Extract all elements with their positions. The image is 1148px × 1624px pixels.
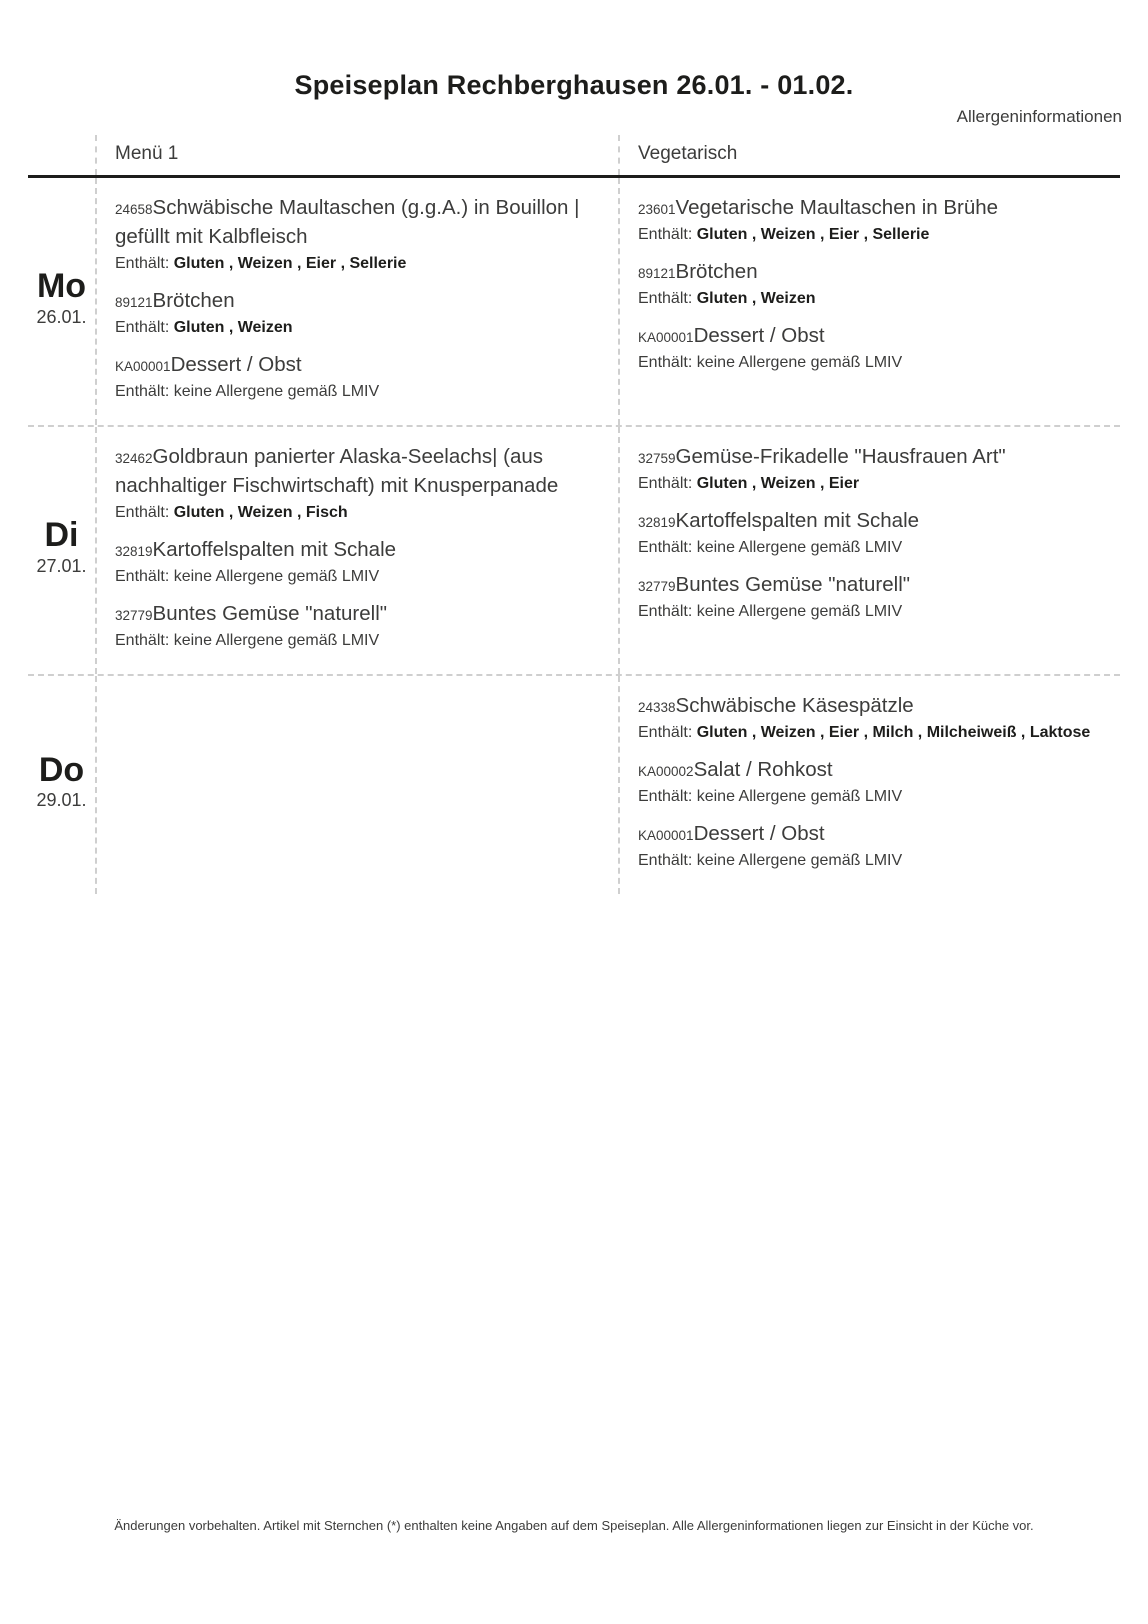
day-column-header [28, 135, 95, 175]
page-title: Speiseplan Rechberghausen 26.01. - 01.02. [294, 70, 854, 100]
item-allergens: Enthält: keine Allergene gemäß LMIV [115, 568, 380, 585]
menu-item [638, 322, 1096, 373]
item-number: 32462 [115, 451, 153, 466]
table-header-row [28, 135, 1120, 178]
day-abbrev: Mo [36, 267, 87, 306]
item-name: Vegetarische Maultaschen in Brühe [675, 196, 999, 219]
menu-item [638, 507, 1096, 558]
item-name: Schwäbische Käsespätzle [675, 694, 914, 717]
table-row [28, 178, 1120, 425]
item-name: Buntes Gemüse "naturell" [675, 573, 911, 596]
table-row [28, 425, 1120, 674]
column-header-vegetarisch: Vegetarisch [618, 135, 1120, 175]
table-row [28, 674, 1120, 894]
item-number: 32779 [115, 608, 153, 623]
day-abbrev: Di [44, 516, 79, 555]
item-number: 32759 [638, 451, 676, 466]
item-name: Kartoffelspalten mit Schale [675, 509, 920, 532]
item-name: Schwäbische Maultaschen (g.g.A.) in Bouillon | gefüllt mit Kalbfleisch [115, 196, 580, 248]
menu-item [115, 194, 594, 274]
item-name: Dessert / Obst [693, 324, 825, 347]
item-allergens: Enthält: Gluten , Weizen [638, 290, 816, 307]
menu-item [638, 194, 1096, 245]
item-number: 24338 [638, 700, 676, 715]
item-name: Goldbraun panierter Alaska-Seelachs| (aus nachhaltiger Fischwirtschaft) mit Knusperpanade [115, 445, 559, 497]
menu-cell-monday-menu1 [95, 178, 618, 425]
item-name: Buntes Gemüse "naturell" [152, 602, 388, 625]
menu-cell-tuesday-menu1 [95, 427, 618, 674]
menu-cell-thursday-menu1-empty [95, 676, 618, 894]
menu-item [638, 756, 1096, 807]
menu-item [115, 443, 594, 523]
item-allergens: Enthält: Gluten , Weizen , Fisch [115, 504, 348, 521]
item-number: 32819 [115, 544, 153, 559]
item-allergens: Enthält: keine Allergene gemäß LMIV [638, 788, 903, 805]
menu-cell-tuesday-vegetarisch [618, 427, 1120, 674]
item-name: Dessert / Obst [170, 353, 302, 376]
item-allergens: Enthält: keine Allergene gemäß LMIV [638, 603, 903, 620]
item-allergens: Enthält: Gluten , Weizen , Eier , Sellerie [115, 255, 407, 272]
item-number: 32819 [638, 515, 676, 530]
menu-cell-monday-vegetarisch [618, 178, 1120, 425]
item-allergens: Enthält: Gluten , Weizen , Eier [638, 475, 860, 492]
item-name: Salat / Rohkost [693, 758, 833, 781]
day-cell-thursday [28, 676, 95, 894]
item-number: 89121 [638, 266, 676, 281]
item-allergens: Enthält: keine Allergene gemäß LMIV [115, 632, 380, 649]
footer-disclaimer: Änderungen vorbehalten. Artikel mit Sternchen (*) enthalten keine Angaben auf dem Speiseplan. Alle Allergeninformationen liegen zur Einsicht in der Küche vor. [114, 1518, 1034, 1533]
item-number: 24658 [115, 202, 153, 217]
item-allergens: Enthält: keine Allergene gemäß LMIV [638, 852, 903, 869]
item-number: 89121 [115, 295, 153, 310]
item-number: KA00001 [115, 359, 171, 374]
menu-cell-thursday-vegetarisch [618, 676, 1120, 894]
item-name: Brötchen [152, 289, 235, 312]
day-cell-tuesday [28, 427, 95, 674]
item-number: 32779 [638, 579, 676, 594]
allergen-info-link[interactable]: Allergeninformationen [956, 107, 1122, 126]
day-date: 27.01. [36, 555, 87, 576]
menu-item [638, 443, 1096, 494]
item-number: 23601 [638, 202, 676, 217]
item-number: KA00002 [638, 764, 694, 779]
item-allergens: Enthält: keine Allergene gemäß LMIV [638, 354, 903, 371]
menu-item [638, 820, 1096, 871]
item-name: Gemüse-Frikadelle "Hausfrauen Art" [675, 445, 1006, 468]
day-date: 26.01. [36, 306, 87, 327]
day-date: 29.01. [36, 790, 87, 811]
item-allergens: Enthält: Gluten , Weizen , Eier , Sellerie [638, 226, 930, 243]
menu-item [115, 536, 594, 587]
menu-item [638, 692, 1096, 743]
menu-item [638, 571, 1096, 622]
column-header-menu1: Menü 1 [95, 135, 618, 175]
item-allergens: Enthält: keine Allergene gemäß LMIV [638, 539, 903, 556]
menu-item [638, 258, 1096, 309]
item-allergens: Enthält: Gluten , Weizen , Eier , Milch , Milcheiweiß , Laktose [638, 724, 1091, 741]
item-name: Brötchen [675, 260, 758, 283]
item-number: KA00001 [638, 330, 694, 345]
item-number: KA00001 [638, 828, 694, 843]
day-cell-monday [28, 178, 95, 425]
menu-item [115, 351, 594, 402]
meal-plan-table [28, 135, 1120, 894]
day-abbrev: Do [38, 750, 85, 789]
item-name: Kartoffelspalten mit Schale [152, 538, 397, 561]
menu-item [115, 287, 594, 338]
item-name: Dessert / Obst [693, 822, 825, 845]
item-allergens: Enthält: Gluten , Weizen [115, 319, 293, 336]
item-allergens: Enthält: keine Allergene gemäß LMIV [115, 383, 380, 400]
menu-item [115, 600, 594, 651]
